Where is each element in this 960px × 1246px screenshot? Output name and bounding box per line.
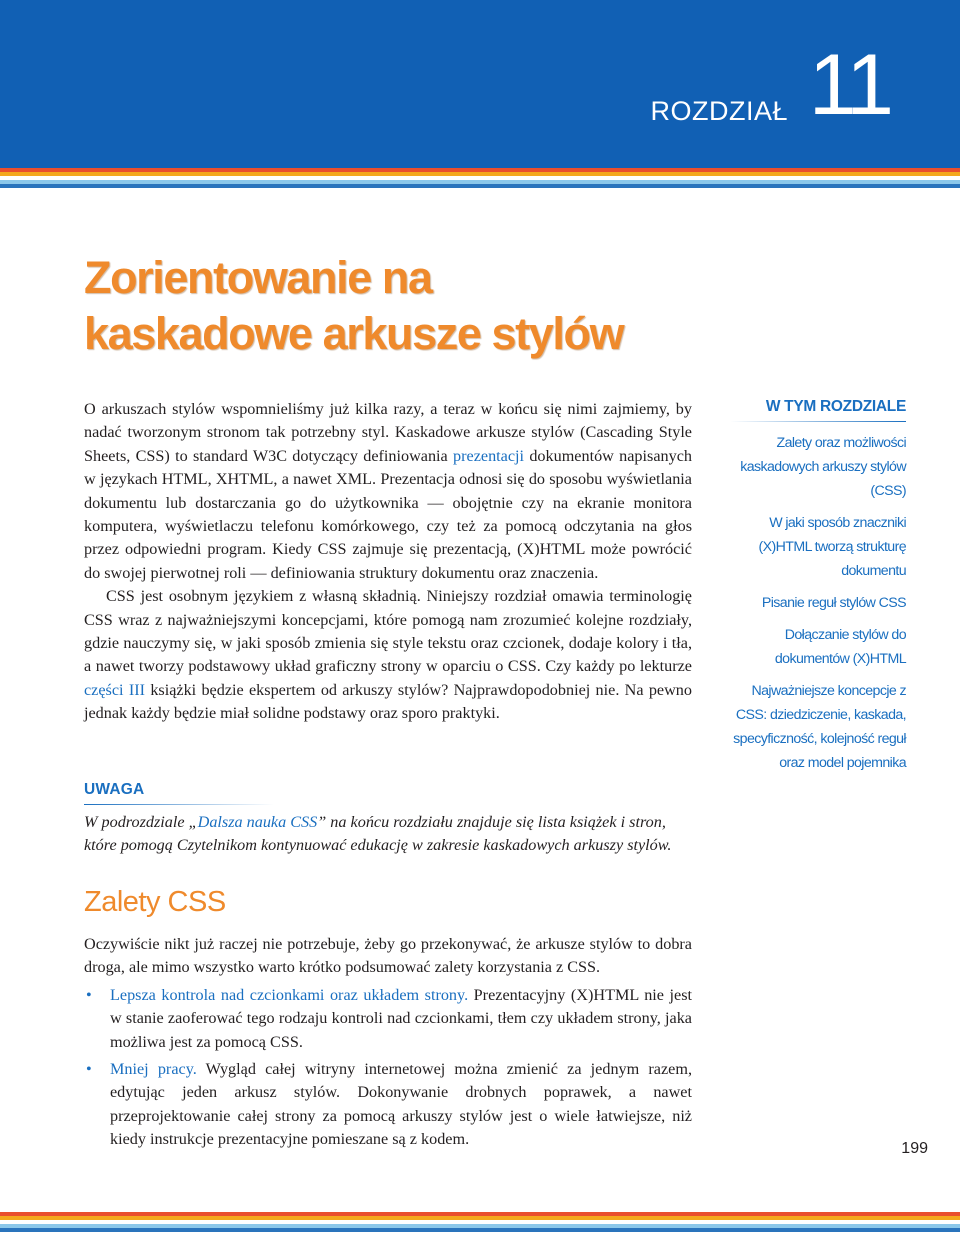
chapter-label: ROZDZIAŁ <box>650 96 788 126</box>
section-intro: Oczywiście nikt już raczej nie potrzebuje, żeby go przekonywać, że arkusze stylów to dobra droga, ale mimo wszystko warto krótko podsumować zalety korzystania z CSS. <box>84 935 692 977</box>
list-item-lead: Mniej pracy. <box>110 1060 197 1079</box>
top-color-stripes <box>0 168 960 188</box>
chapter-title-line1: Zorientowanie na <box>84 252 432 303</box>
section-title: Zalety CSS <box>84 886 226 918</box>
intro-p1-text-2: dokumentów napisanych w językach HTML, XHTML, a nawet XML. Prezentacja odnosi się do sposobu wyświetlania dokumentu lub dostarczania go do użytkownika — obojętnie czy na ekranie monitora komputera, wyświetlaczu telefonu komórkowego, czy też za pomocą odczytania na głos przez odpowiedni program. Kiedy CSS zajmuje się prezentacją, (X)HTML może powrócić do swojej pierwotnej roli — definiowania struktury dokumentu oraz znaczenia. <box>84 446 692 582</box>
section-body <box>84 933 692 1156</box>
chapter-title <box>84 250 623 362</box>
sidebar-item: Pisanie reguł stylów CSS <box>761 595 906 611</box>
stripe <box>0 1228 960 1232</box>
page-number: 199 <box>901 1140 928 1157</box>
in-this-chapter-sidebar <box>730 398 906 783</box>
bullet-icon: • <box>86 1060 92 1079</box>
bullet-icon: • <box>86 985 92 1004</box>
sidebar-item: W jaki sposób znaczniki (X)HTML tworzą strukturę dokumentu <box>758 515 906 579</box>
further-reading-link[interactable]: Dalsza nauka CSS <box>197 813 318 831</box>
sidebar-item: Dołączanie stylów do dokumentów (X)HTML <box>774 627 906 667</box>
intro-text <box>84 398 692 726</box>
list-item-text: Prezentacyjny (X)HTML nie jest w stanie zaoferować tego rodzaju kontroli nad czcionkami, tłem czy układem strony, jaka możliwa jest za pomocą CSS. <box>110 985 692 1051</box>
chapter-number: 11 <box>808 37 890 133</box>
presentation-term-link[interactable]: prezentacji <box>453 446 525 465</box>
intro-p2-text-2: książki będzie ekspertem od arkuszy stylów? Najprawdopodobniej nie. Na pewno jednak każdy będzie miał solidne podstawy oraz sporo praktyki. <box>84 680 692 723</box>
intro-p1-text: O arkuszach stylów wspomnieliśmy już kilka razy, a teraz w końcu się nimi zajmiemy, by nadać tworzonym stronom tak potrzebny styl. Kaskadowe arkusze stylów (Cascading Style Sheets, CSS) to standard W3C dotyczący definiowania <box>84 400 692 465</box>
intro-paragraph-1 <box>84 398 692 585</box>
intro-paragraph-2 <box>84 585 692 725</box>
note-text-2: ” na końcu rozdziału znajduje się lista książek i stron, które pomogą Czytelnikom kontynuować edukację w zakresie kaskadowych arkuszy stylów. <box>84 813 672 855</box>
list-item <box>84 984 692 1054</box>
note-text <box>84 811 692 858</box>
note-divider <box>84 804 274 805</box>
sidebar-item: Zalety oraz możliwości kaskadowych arkuszy stylów (CSS) <box>740 435 906 499</box>
stripe <box>0 184 960 188</box>
sidebar-heading: W TYM ROZDZIALE <box>730 398 906 423</box>
chapter-header-band <box>0 0 960 168</box>
note-text-1: W podrozdziale „ <box>84 813 198 831</box>
list-item-text: Wygląd całej witryny internetowej można zmienić za jednym razem, edytując jeden arkusz stylów. Dokonywanie drobnych poprawek, a nawet przeprojektowanie całej strony za pomocą arkuszy stylów jest o wiele łatwiejsze, niż kiedy instrukcje prezentacyjne pomieszane są z kodem. <box>110 1060 692 1149</box>
sidebar-item: Najważniejsze koncepcje z CSS: dziedziczenie, kaskada, specyficzność, kolejność reguł oraz model pojemnika <box>733 683 906 771</box>
list-item-lead: Lepsza kontrola nad czcionkami oraz układem strony. <box>110 985 469 1004</box>
part-three-link[interactable]: części III <box>84 680 146 699</box>
advantages-list <box>84 984 692 1152</box>
intro-p2-text: CSS jest osobnym językiem z własną składnią. Niniejszy rozdział omawia terminologię CSS wraz z najważniejszymi koncepcjami, które pomogą nam zrozumieć kolejne rozdziały, gdzie nauczymy się, w jaki sposób zmienia się style tekstu oraz czcionek, dodaje kolory i tła, a nawet tworzy podstawowy układ graficzny strony w oparciu o CSS. Czy każdy po lekturze <box>84 587 692 676</box>
bottom-color-stripes <box>0 1212 960 1232</box>
note-heading: UWAGA <box>84 781 145 798</box>
list-item <box>84 1058 692 1152</box>
chapter-title-line2: kaskadowe arkusze stylów <box>84 308 624 359</box>
